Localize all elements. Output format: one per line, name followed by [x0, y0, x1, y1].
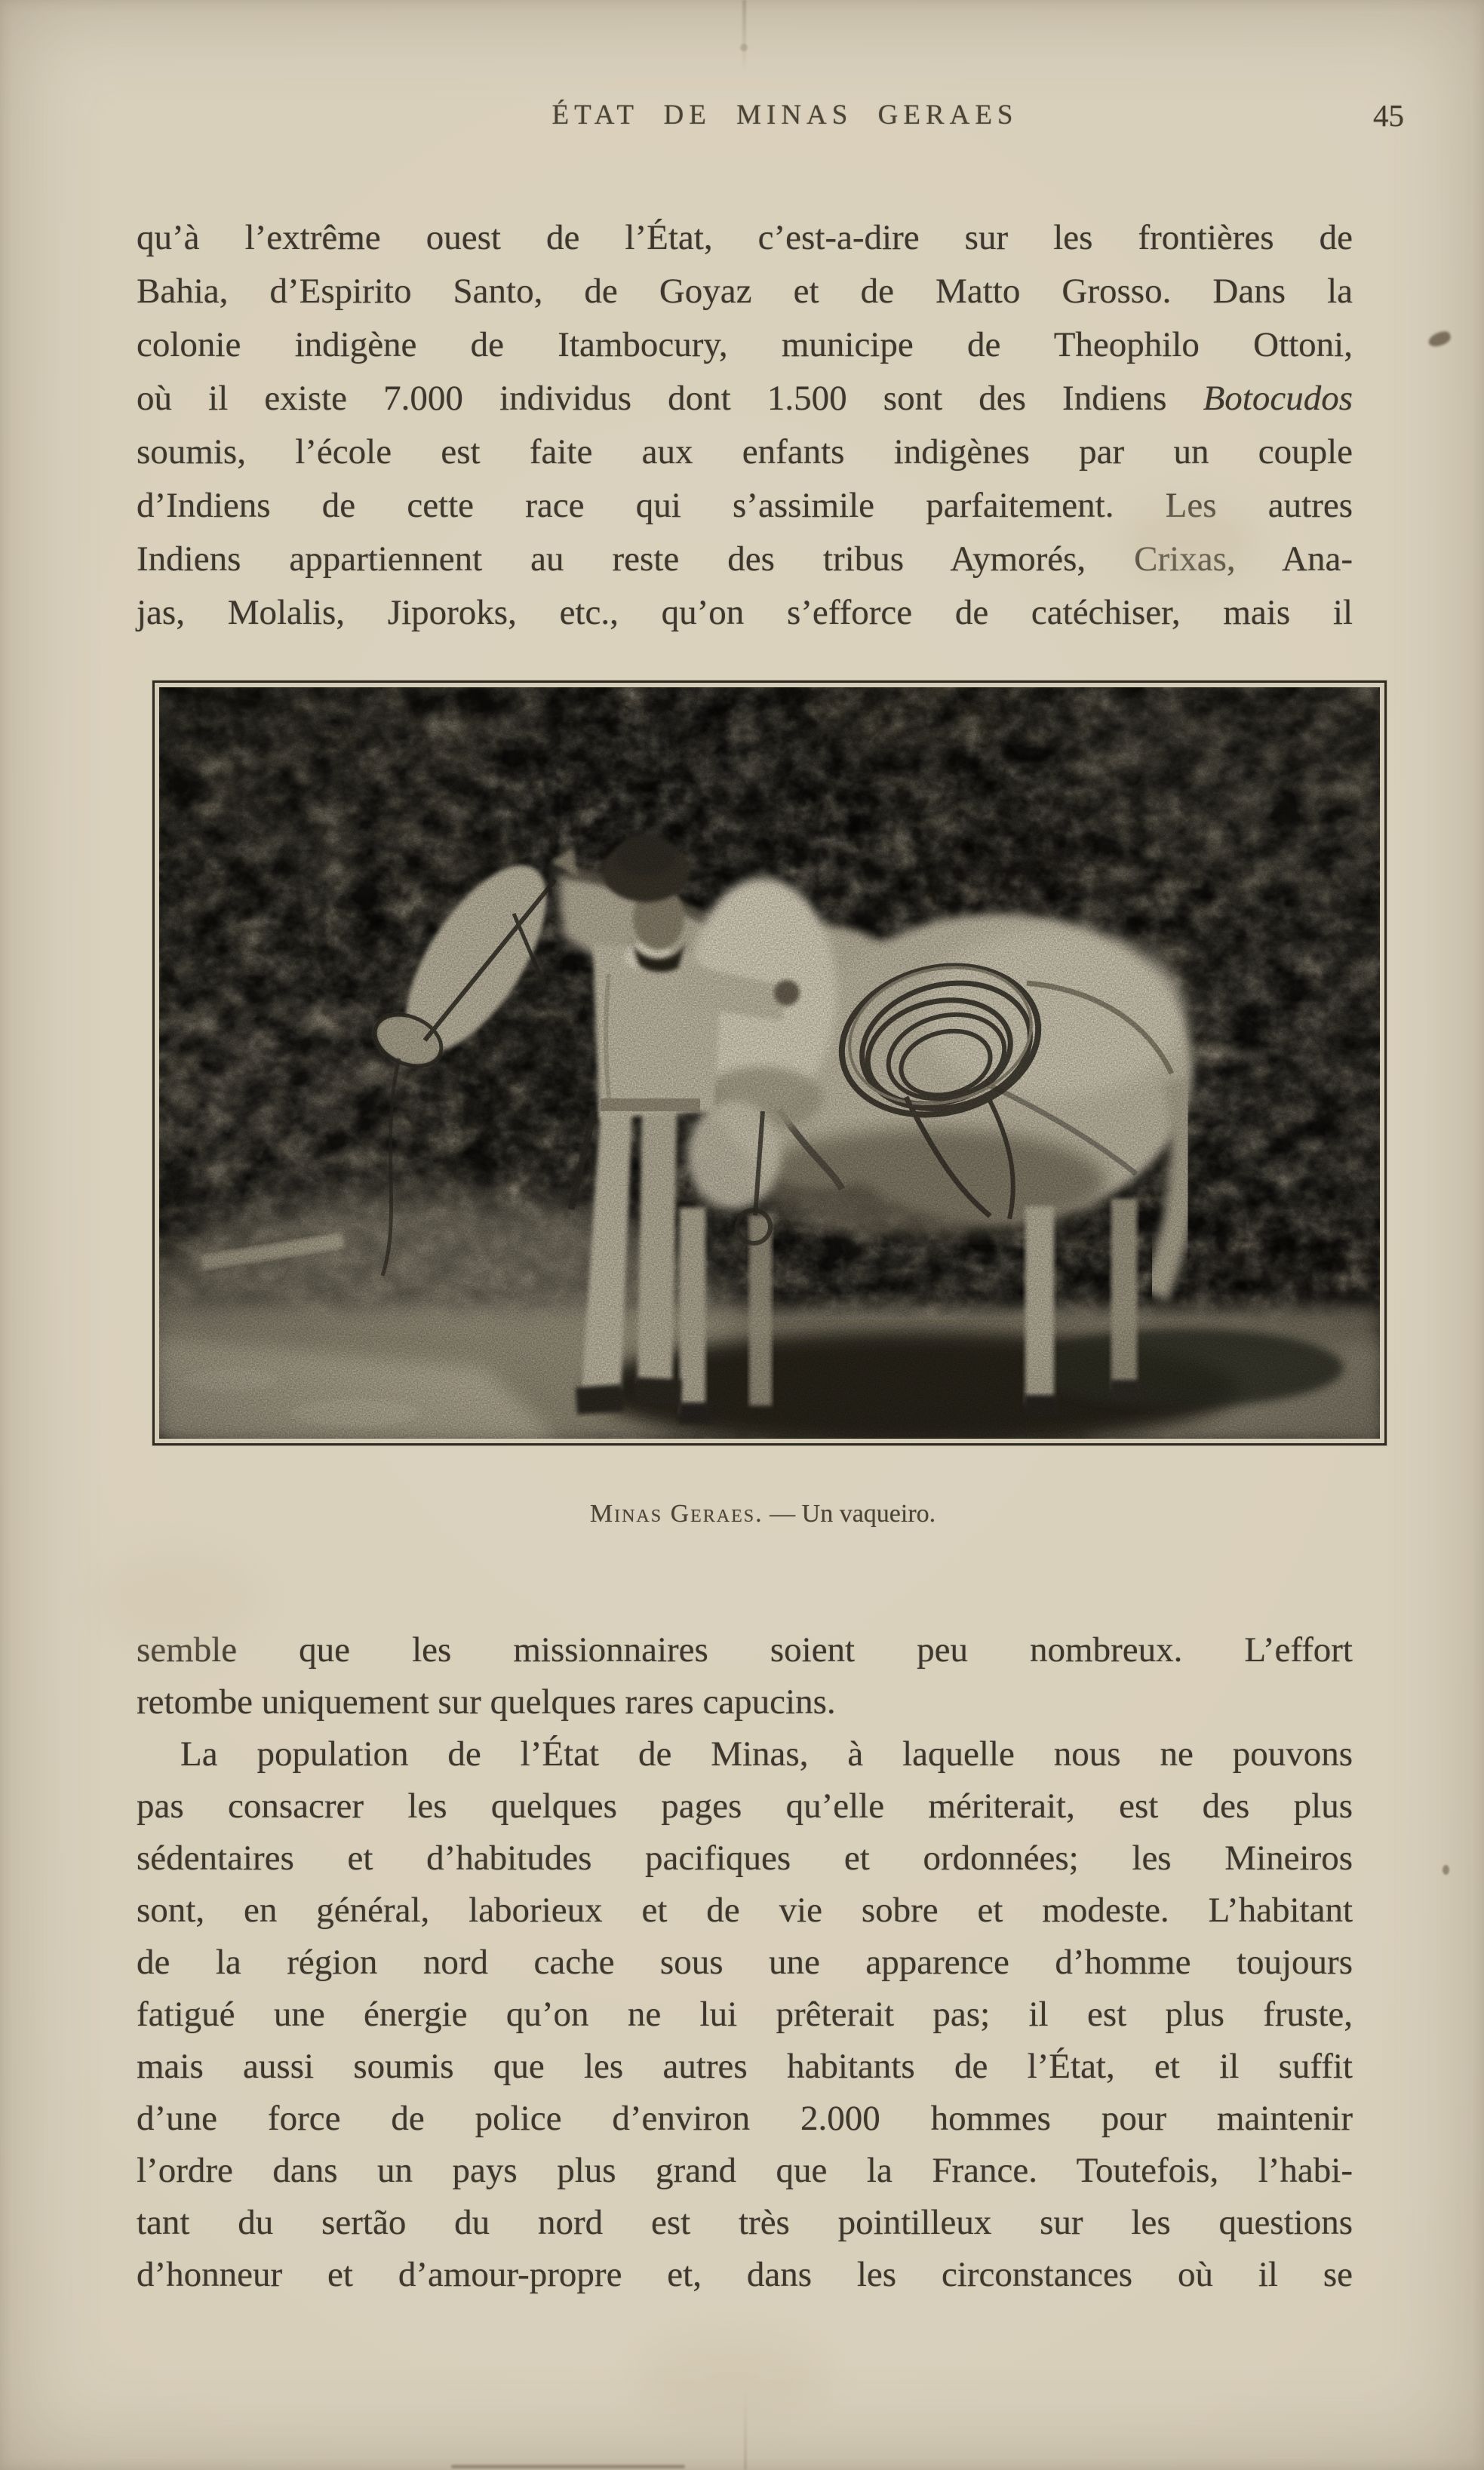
text-line: sédentaires et d’habitudes pacifiques et ordonnées; les Mineiros	[137, 1839, 1353, 1878]
text-line: retombe uniquement sur quelques rares capucins.	[137, 1682, 836, 1722]
paragraph-bottom	[137, 1728, 1353, 2301]
text-line: Indiens appartiennent au reste des tribus Aymorés, Crixas, Ana-	[137, 539, 1353, 579]
page-number: 45	[1373, 98, 1404, 133]
text-line: pas consacrer les quelques pages qu’elle mériterait, est des plus	[137, 1786, 1353, 1826]
text-line: jas, Molalis, Jiporoks, etc., qu’on s’efforce de catéchiser, mais il	[137, 593, 1353, 632]
caption-text: — Un vaqueiro.	[763, 1500, 936, 1528]
text-line: où il existe 7.000 individus dont 1.500 sont des Indiens Botocudos	[137, 379, 1353, 418]
running-header	[0, 99, 1484, 144]
running-title: ÉTAT DE MINAS GERAES	[552, 100, 1019, 131]
text-line: soumis, l’école est faite aux enfants indigènes par un couple	[137, 432, 1353, 472]
text-line: qu’à l’extrême ouest de l’État, c’est-a-dire sur les frontières de	[137, 218, 1353, 257]
text-line: mais aussi soumis que les autres habitants de l’État, et il suffit	[137, 2047, 1353, 2086]
paragraph-top	[137, 211, 1353, 640]
photo-vaqueiro-horse	[159, 687, 1380, 1439]
caption-title: Minas Geraes.	[589, 1500, 764, 1528]
ink-smudge	[1427, 330, 1452, 349]
figure-caption	[0, 1500, 1484, 1528]
text-line: sont, en général, laborieux et de vie sobre et modeste. L’habitant	[137, 1891, 1353, 1930]
text-line: colonie indigène de Itambocury, municipe de Theophilo Ottoni,	[137, 325, 1353, 364]
text-line: tant du sertão du nord est très pointilleux sur les questions	[137, 2203, 1353, 2242]
text-line: d’honneur et d’amour-propre et, dans les circonstances où il se	[137, 2255, 1353, 2294]
crease-mark-top	[742, 0, 746, 72]
paragraph-middle	[137, 1624, 1353, 1728]
text-line: Bahia, d’Espirito Santo, de Goyaz et de Matto Grosso. Dans la	[137, 272, 1353, 311]
text-line: de la région nord cache sous une apparence d’homme toujours	[137, 1943, 1353, 1982]
ink-speck	[1443, 1865, 1449, 1875]
text-line: d’Indiens de cette race qui s’assimile parfaitement. Les autres	[137, 486, 1353, 525]
scan-edge-mark	[451, 2465, 685, 2468]
crease-mark-bottom	[744, 2387, 747, 2470]
text-line: La population de l’État de Minas, à laquelle nous ne pouvons	[180, 1734, 1353, 1774]
photo-frame	[152, 680, 1387, 1445]
text-line: fatigué une énergie qu’on ne lui prêterait pas; il est plus fruste,	[137, 1995, 1353, 2034]
text-line: d’une force de police d’environ 2.000 hommes pour maintenir	[137, 2099, 1353, 2138]
text-line: l’ordre dans un pays plus grand que la France. Toutefois, l’habi-	[137, 2151, 1353, 2190]
paper-stain	[634, 2331, 830, 2422]
text-line: semble que les missionnaires soient peu nombreux. L’effort	[137, 1630, 1353, 1670]
